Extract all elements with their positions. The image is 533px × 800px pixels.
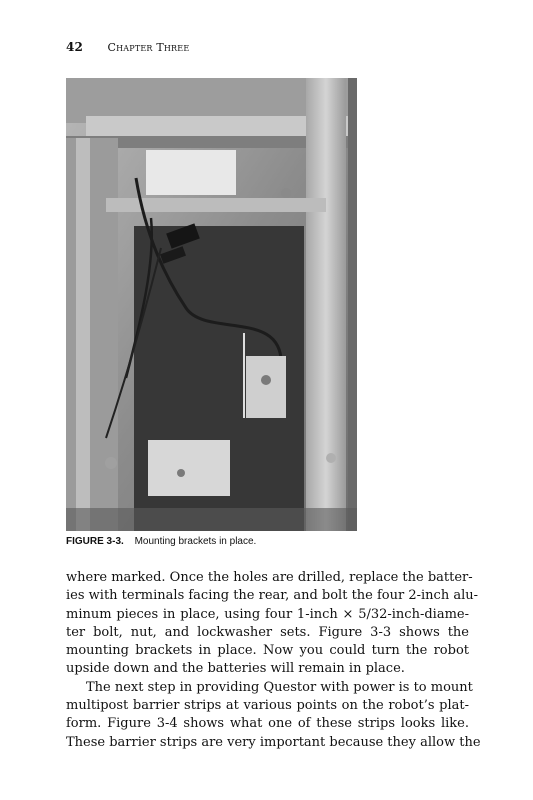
text-line: multipost barrier strips at various points on the robot’s plat- [66, 698, 469, 714]
text-line: mounting brackets in place. Now you could turn the robot [66, 643, 469, 659]
text-line: where marked. Once the holes are drilled, replace the batter- [66, 570, 473, 585]
paragraph-1 [66, 569, 479, 679]
text-line: form. Figure 3-4 shows what one of these strips looks like. [66, 716, 469, 732]
text-line: ter bolt, nut, and lockwasher sets. Figure 3-3 shows the [66, 624, 469, 640]
body-text [66, 569, 481, 752]
text-line: minum pieces in place, using four 1-inch × 5/32-inch-diame- [66, 606, 469, 622]
text-line: The next step in providing Questor with power is to mount [86, 679, 473, 695]
figure-caption-text: Mounting brackets in place. [134, 536, 257, 547]
text-line: These barrier strips are very important because they allow the [66, 734, 481, 750]
page-number: 42 [66, 40, 84, 54]
figure-caption [66, 536, 466, 547]
paragraph-2 [66, 679, 481, 752]
text-line: ies with terminals facing the rear, and bolt the four 2-inch alu- [66, 588, 479, 604]
figure-label: FIGURE 3-3. [66, 536, 124, 547]
chapter-title: Chapter Three [107, 41, 190, 54]
text-line: upside down and the batteries will remain in place. [66, 661, 405, 677]
figure-photo [66, 78, 357, 531]
running-header [66, 40, 189, 54]
